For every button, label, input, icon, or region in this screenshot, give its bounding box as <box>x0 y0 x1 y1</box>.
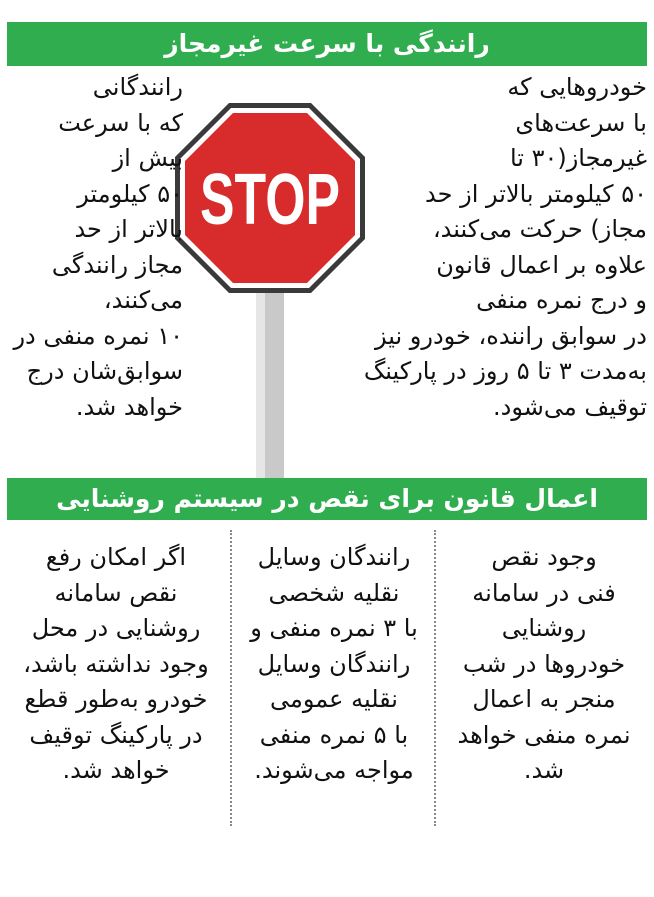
speeding-paragraph-left: رانندگانی که با سرعت بیش از ۵۰ کیلومتر بالاتر از حد مجاز رانندگی می‌کنند، ۱۰ نمره منفی در سوابق‌شان درج خواهد شد. <box>13 73 183 421</box>
stop-sign-icon <box>172 100 368 480</box>
column-divider-right <box>434 530 436 826</box>
lighting-column-right: وجود نقص فنی در سامانه روشنایی خودروها در شب منجر به اعمال نمره منفی خواهد شد. <box>457 543 631 784</box>
sign-label: STOP <box>200 160 340 240</box>
speeding-paragraph-right: خودروهایی که با سرعت‌های غیرمجاز(۳۰ تا ۵۰ کیلومتر بالاتر از حد مجاز) حرکت می‌کنند، علاوه بر اعمال قانون و درج نمره منفی در سوابق راننده، خودرو نیز به‌مدت ۳ تا ۵ روز در پارکینگ توقیف می‌شود. <box>363 73 647 421</box>
section-title-speeding: رانندگی با سرعت غیرمجاز <box>7 22 647 66</box>
section-title-lighting: اعمال قانون برای نقص در سیستم روشنایی <box>7 478 647 520</box>
lighting-column-left: اگر امکان رفع نقص سامانه روشنایی در محل وجود نداشته باشد، خودرو به‌طور قطع در پارکینگ توقیف خواهد شد. <box>23 543 209 784</box>
column-divider-left <box>230 530 232 826</box>
lighting-column-middle: رانندگان وسایل نقلیه شخصی با ۳ نمره منفی و رانندگان وسایل نقلیه عمومی با ۵ نمره منفی مواجه می‌شوند. <box>250 543 418 784</box>
